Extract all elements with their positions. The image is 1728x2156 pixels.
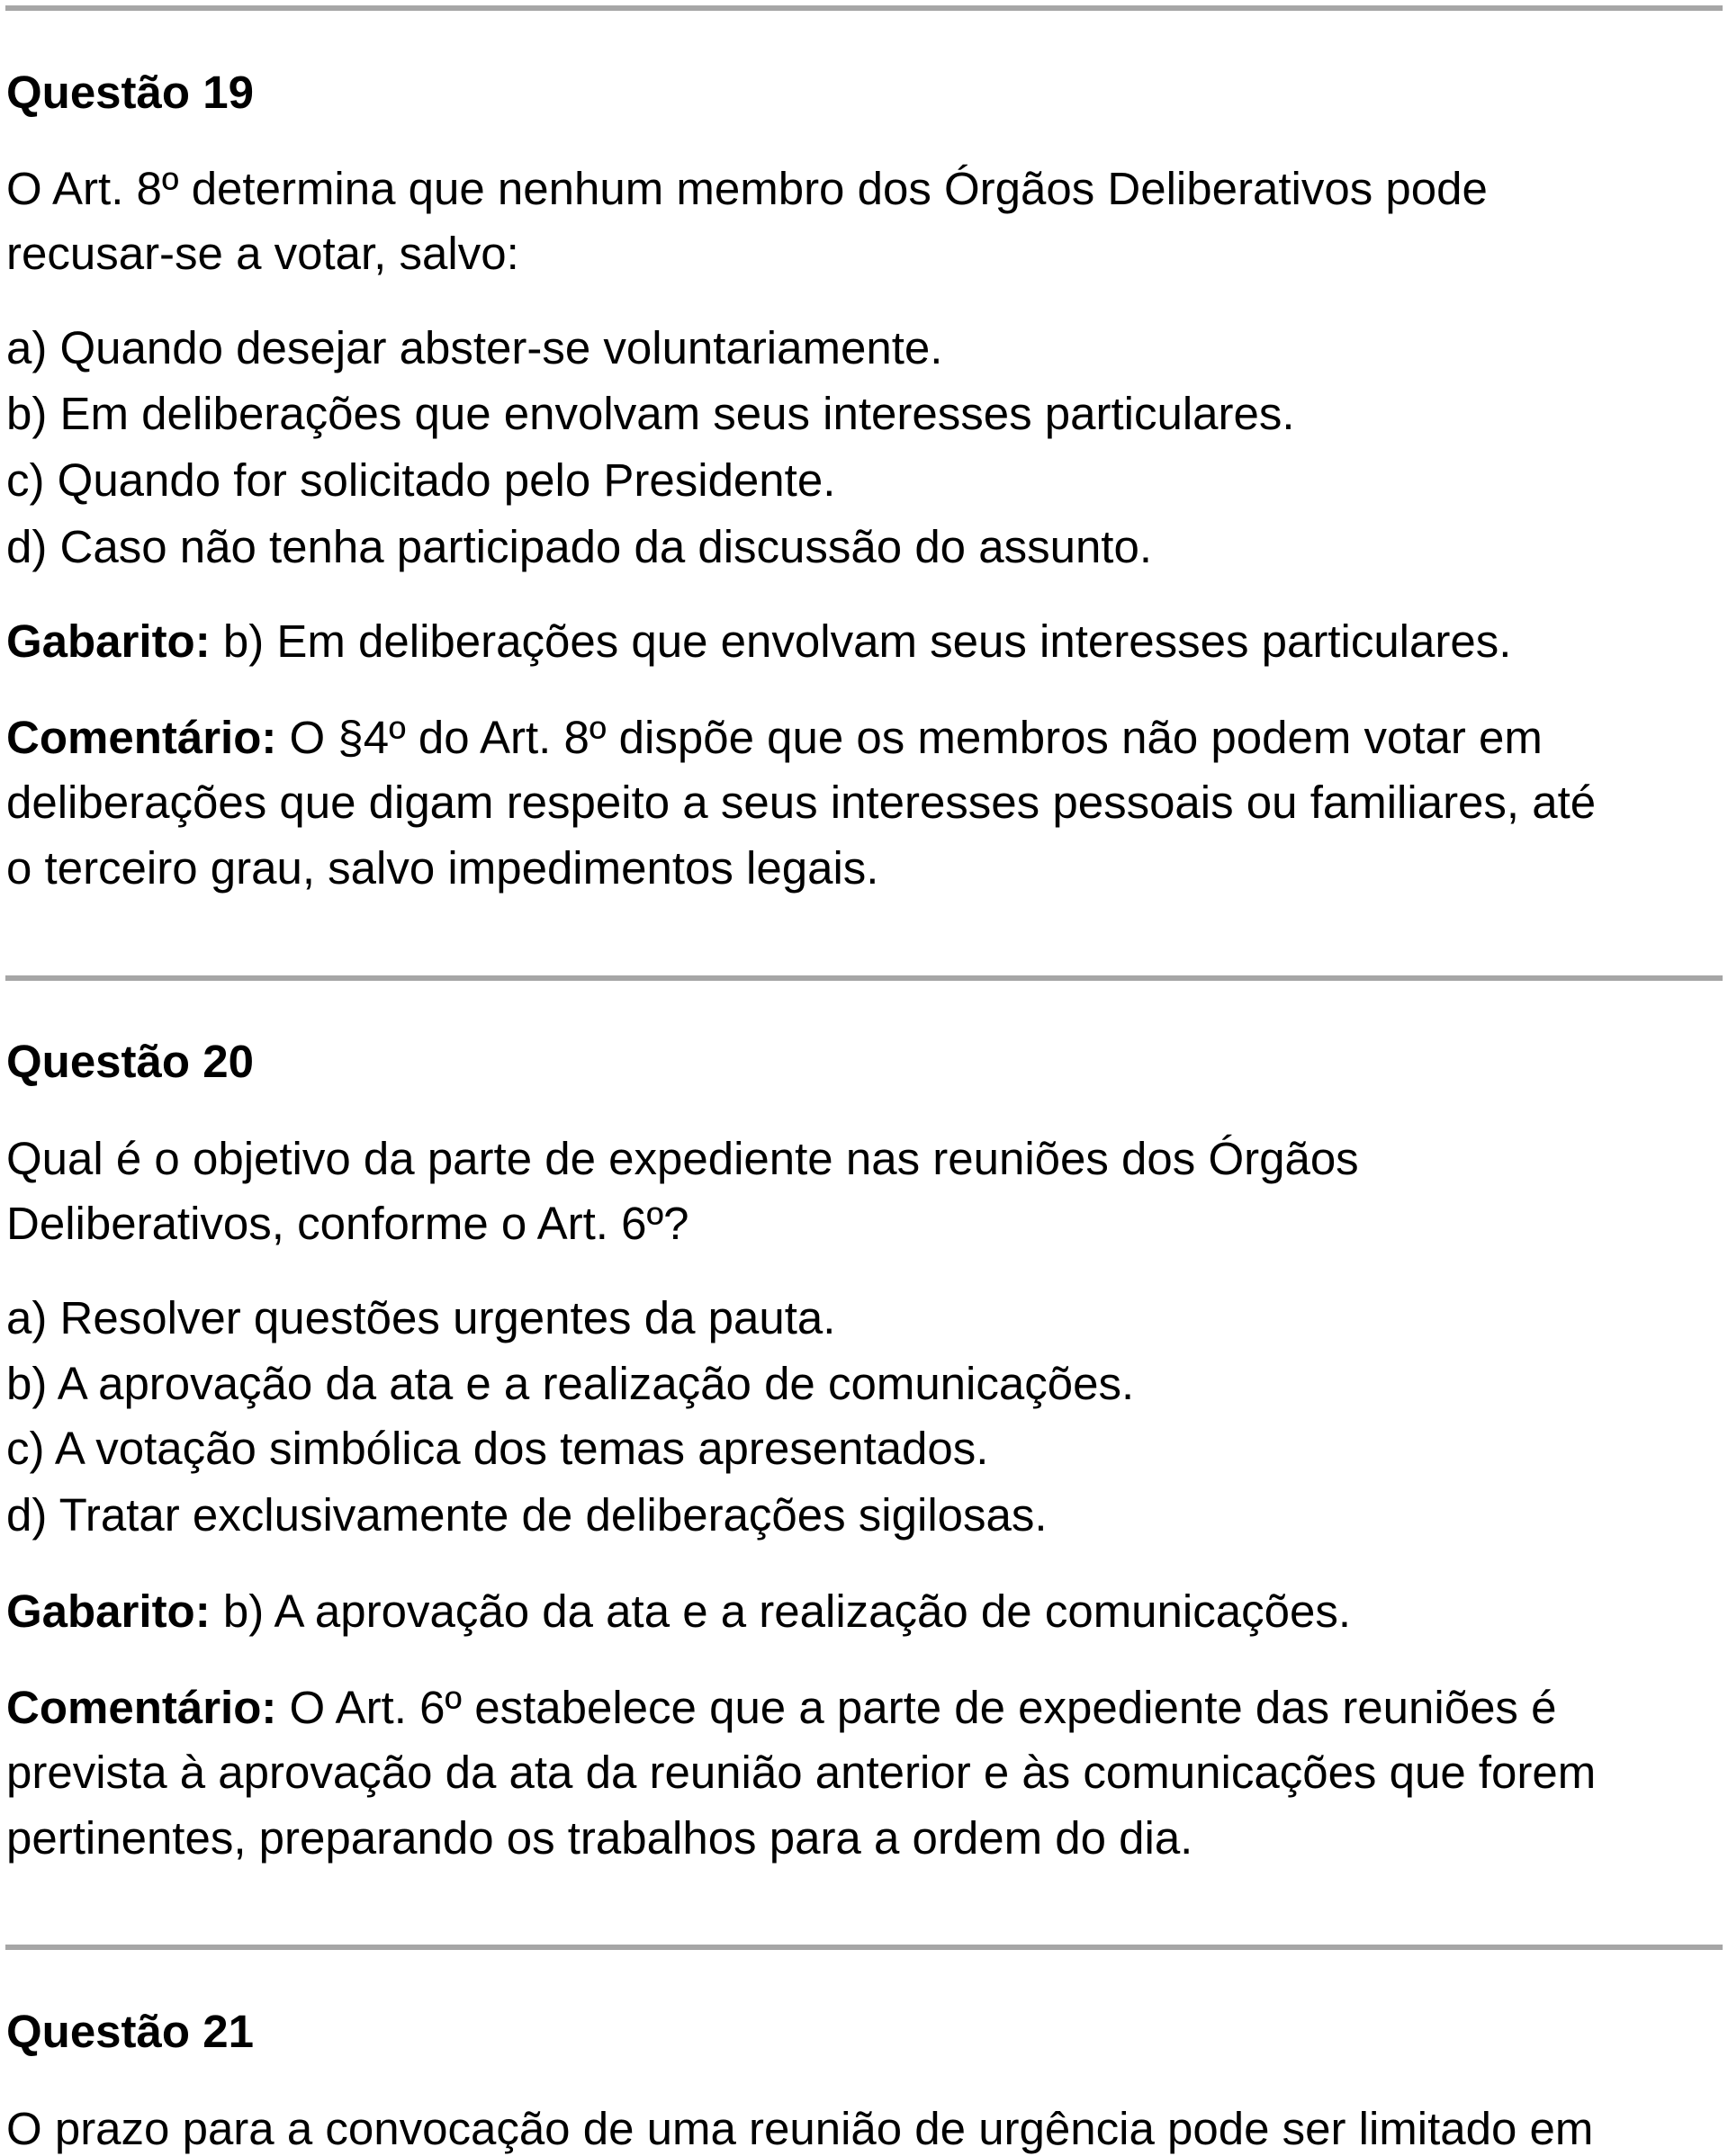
question-stem-line: recusar-se a votar, salvo: — [6, 228, 519, 279]
question-stem-line: O Art. 8º determina que nenhum membro dos Órgãos Deliberativos pode — [6, 163, 1488, 214]
comment-line: deliberações que digam respeito a seus interesses pessoais ou familiares, até — [6, 777, 1597, 828]
question-stem-line: Qual é o objetivo da parte de expediente nas reuniões dos Órgãos — [6, 1133, 1359, 1184]
option-a: a) Quando desejar abster-se voluntariamente. — [6, 322, 943, 373]
answer-text: b) A aprovação da ata e a realização de comunicações. — [222, 1586, 1351, 1637]
question-title: Questão 20 — [6, 1036, 254, 1087]
comment-text: O Art. 6º estabelece que a parte de expediente das reuniões é — [289, 1682, 1557, 1733]
comment-text: O §4º do Art. 8º dispõe que os membros não podem votar em — [289, 712, 1543, 763]
divider — [5, 1945, 1723, 1950]
option-c: c) Quando for solicitado pelo Presidente. — [6, 454, 836, 506]
answer-text: b) Em deliberações que envolvam seus interesses particulares. — [222, 615, 1512, 667]
comment-label: Comentário: — [6, 1682, 277, 1733]
comment-line: prevista à aprovação da ata da reunião anterior e às comunicações que forem — [6, 1747, 1597, 1798]
comment-line — [6, 1681, 1556, 1735]
divider-top — [5, 5, 1723, 11]
option-d: d) Caso não tenha participado da discussão do assunto. — [6, 521, 1153, 572]
comment-label: Comentário: — [6, 712, 277, 763]
divider — [5, 975, 1723, 981]
option-c: c) A votação simbólica dos temas apresentados. — [6, 1423, 989, 1474]
comment-line — [6, 711, 1543, 765]
answer-label: Gabarito: — [6, 615, 211, 667]
question-title: Questão 21 — [6, 2006, 254, 2057]
option-b: b) Em deliberações que envolvam seus interesses particulares. — [6, 388, 1295, 439]
comment-line: pertinentes, preparando os trabalhos para a ordem do dia. — [6, 1812, 1193, 1864]
option-d: d) Tratar exclusivamente de deliberações sigilosas. — [6, 1489, 1048, 1541]
answer-key — [6, 615, 1511, 669]
question-stem-line: O prazo para a convocação de uma reunião de urgência pode ser limitado em — [6, 2103, 1594, 2154]
option-b: b) A aprovação da ata e a realização de comunicações. — [6, 1358, 1135, 1409]
question-title: Questão 19 — [6, 67, 254, 118]
answer-key — [6, 1585, 1351, 1639]
question-stem-line: Deliberativos, conforme o Art. 6º? — [6, 1198, 689, 1249]
comment-line: o terceiro grau, salvo impedimentos legais. — [6, 842, 879, 894]
option-a: a) Resolver questões urgentes da pauta. — [6, 1292, 836, 1343]
answer-label: Gabarito: — [6, 1586, 211, 1637]
